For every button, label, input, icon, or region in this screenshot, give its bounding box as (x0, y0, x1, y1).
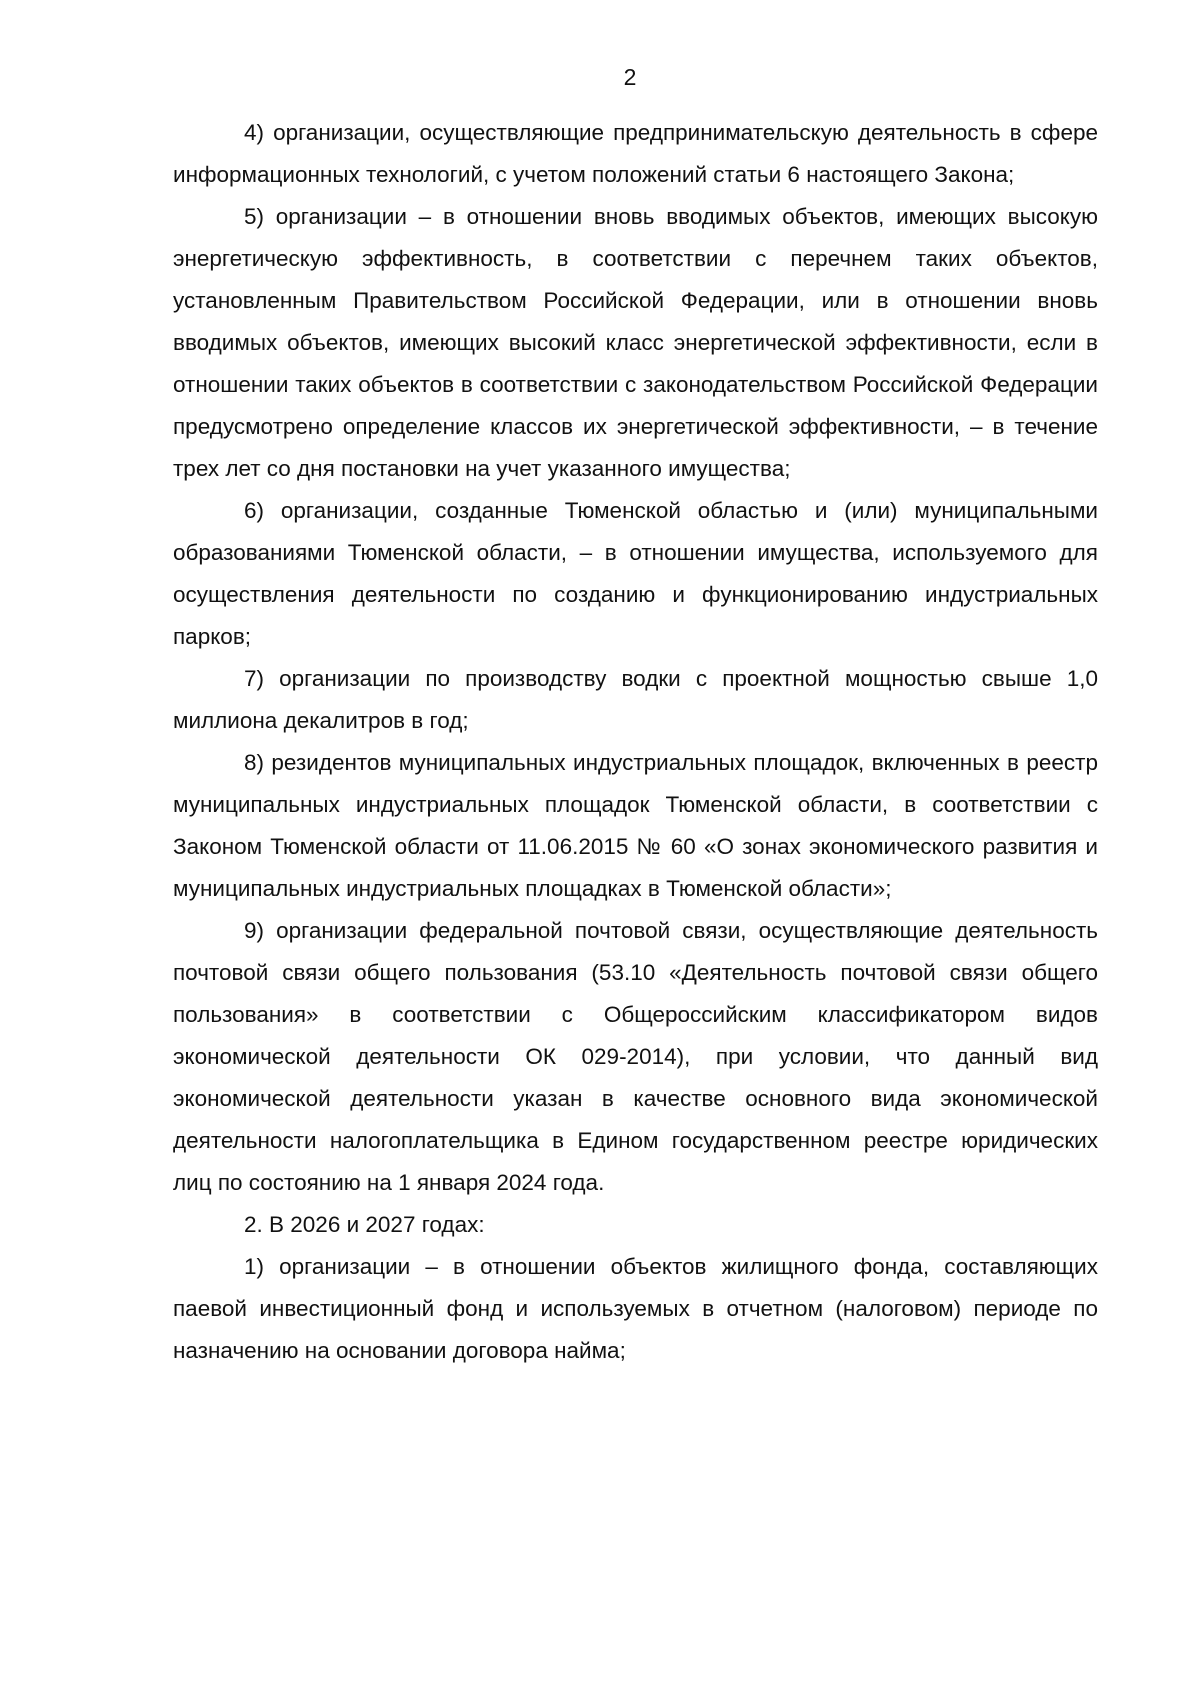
document-body (173, 112, 1098, 1372)
section-heading-2: 2. В 2026 и 2027 годах: (244, 1212, 485, 1237)
paragraph-item-2-1: 1) организации – в отношении объектов жилищного фонда, составляющих паевой инвестиционный фонд и используемых в отчетном (налоговом) периоде по назначению на основании договора найма; (173, 1254, 1098, 1363)
paragraph-item-8: 8) резидентов муниципальных индустриальных площадок, включенных в реестр муниципальных индустриальных площадок Тюменской области, в соответствии с Законом Тюменской области от 11.06.2015 № 60 «О зонах экономического развития и муниципальных индустриальных площадках в Тюменской области»; (173, 750, 1098, 901)
paragraph-item-4: 4) организации, осуществляющие предпринимательскую деятельность в сфере информационных технологий, с учетом положений статьи 6 настоящего Закона; (173, 120, 1098, 187)
paragraph-item-9: 9) организации федеральной почтовой связи, осуществляющие деятельность почтовой связи общего пользования (53.10 «Деятельность почтовой связи общего пользования» в соответствии с Общероссийским классификатором видов экономической деятельности ОК 029-2014), при условии, что данный вид экономической деятельности указан в качестве основного вида экономической деятельности налогоплательщика в Едином государственном реестре юридических лиц по состоянию на 1 января 2024 года. (173, 918, 1098, 1195)
paragraph-item-6: 6) организации, созданные Тюменской областью и (или) муниципальными образованиями Тюменской области, – в отношении имущества, используемого для осуществления деятельности по созданию и функционированию индустриальных парков; (173, 498, 1098, 649)
page-number: 2 (623, 64, 637, 90)
paragraph-item-7: 7) организации по производству водки с проектной мощностью свыше 1,0 миллиона декалитров в год; (173, 666, 1098, 733)
paragraph-item-5: 5) организации – в отношении вновь вводимых объектов, имеющих высокую энергетическую эффективность, в соответствии с перечнем таких объектов, установленным Правительством Российской Федерации, или в отношении вновь вводимых объектов, имеющих высокий класс энергетической эффективности, если в отношении таких объектов в соответствии с законодательством Российской Федерации предусмотрено определение классов их энергетической эффективности, – в течение трех лет со дня постановки на учет указанного имущества; (173, 204, 1098, 481)
